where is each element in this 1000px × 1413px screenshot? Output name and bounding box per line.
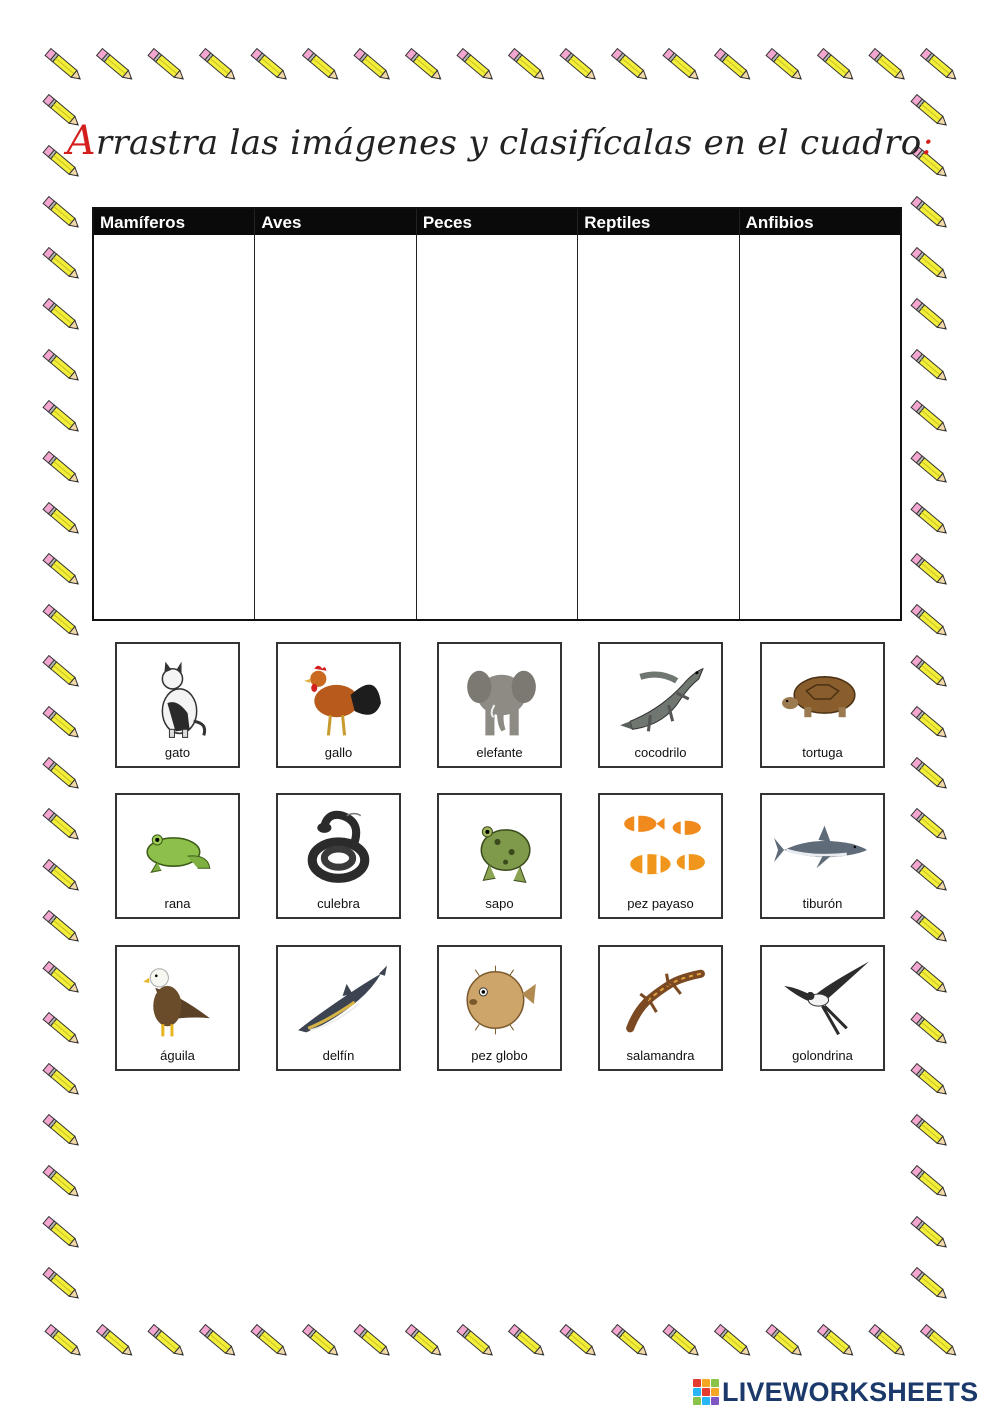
pencil-decoration bbox=[43, 401, 81, 435]
pencil-decoration bbox=[911, 1217, 949, 1251]
pencil-decoration bbox=[43, 1166, 81, 1200]
pencil-decoration bbox=[911, 656, 949, 690]
pencil-decoration bbox=[43, 350, 81, 384]
snake-image bbox=[288, 801, 389, 893]
card-label: gallo bbox=[324, 745, 353, 760]
pencil-decoration bbox=[921, 49, 959, 83]
pencil-decoration bbox=[818, 49, 856, 83]
pencil-decoration bbox=[43, 605, 81, 639]
card-label: delfín bbox=[322, 1048, 355, 1063]
card-aguila[interactable] bbox=[115, 945, 240, 1071]
card-label: culebra bbox=[317, 896, 360, 911]
drop-zone-reptiles[interactable] bbox=[578, 235, 738, 619]
pencil-decoration bbox=[818, 1325, 856, 1359]
pencil-decoration bbox=[200, 49, 238, 83]
pencil-decoration bbox=[251, 49, 289, 83]
column-aves bbox=[255, 209, 416, 619]
pencil-decoration bbox=[45, 49, 83, 83]
pencil-decoration bbox=[43, 452, 81, 486]
pencil-decoration bbox=[200, 1325, 238, 1359]
crocodile-image bbox=[610, 650, 711, 742]
card-sapo[interactable] bbox=[437, 793, 562, 919]
card-cocodrilo[interactable] bbox=[598, 642, 723, 768]
pencil-decoration bbox=[911, 299, 949, 333]
pencil-decoration bbox=[43, 758, 81, 792]
card-gato[interactable] bbox=[115, 642, 240, 768]
pencil-decoration bbox=[911, 605, 949, 639]
pencil-decoration bbox=[715, 49, 753, 83]
pencil-decoration bbox=[560, 49, 598, 83]
pencil-decoration bbox=[911, 452, 949, 486]
pencil-decoration bbox=[43, 554, 81, 588]
pencil-decoration bbox=[911, 911, 949, 945]
title-text: rrastra las imágenes y clasifícalas en el cuadro bbox=[95, 123, 922, 163]
pencil-decoration bbox=[766, 49, 804, 83]
pencil-decoration bbox=[43, 860, 81, 894]
card-label: águila bbox=[160, 1048, 195, 1063]
drop-zone-peces[interactable] bbox=[417, 235, 577, 619]
pencil-decoration bbox=[911, 1064, 949, 1098]
card-label: sapo bbox=[485, 896, 514, 911]
pencil-decoration bbox=[354, 49, 392, 83]
pencil-decoration bbox=[45, 1325, 83, 1359]
pencil-decoration bbox=[406, 1325, 444, 1359]
title-first-letter: A bbox=[66, 118, 96, 164]
pencil-decoration bbox=[43, 656, 81, 690]
pencil-decoration bbox=[457, 1325, 495, 1359]
pencil-decoration bbox=[457, 49, 495, 83]
logo-grid-icon bbox=[693, 1379, 719, 1405]
pencil-decoration bbox=[911, 350, 949, 384]
card-rana[interactable] bbox=[115, 793, 240, 919]
swallow-image bbox=[772, 953, 873, 1045]
pencil-decoration bbox=[97, 49, 135, 83]
cat-image bbox=[127, 650, 228, 742]
card-delfin[interactable] bbox=[276, 945, 401, 1071]
pencil-decoration bbox=[148, 1325, 186, 1359]
pencil-decoration bbox=[43, 707, 81, 741]
card-salamandra[interactable] bbox=[598, 945, 723, 1071]
pencil-decoration bbox=[911, 248, 949, 282]
pencil-decoration bbox=[715, 1325, 753, 1359]
pencil-decoration bbox=[43, 197, 81, 231]
drop-zone-aves[interactable] bbox=[255, 235, 415, 619]
pencil-decoration bbox=[43, 299, 81, 333]
pencil-decoration bbox=[43, 1064, 81, 1098]
pencil-decoration bbox=[354, 1325, 392, 1359]
salamander-image bbox=[610, 953, 711, 1045]
card-pez-globo[interactable] bbox=[437, 945, 562, 1071]
pencil-decoration bbox=[869, 1325, 907, 1359]
dolphin-image bbox=[288, 953, 389, 1045]
pencil-decoration bbox=[43, 1217, 81, 1251]
pencil-decoration bbox=[560, 1325, 598, 1359]
turtle-image bbox=[772, 650, 873, 742]
column-header: Peces bbox=[417, 209, 577, 235]
pencil-decoration bbox=[43, 1115, 81, 1149]
pencil-decoration bbox=[43, 1268, 81, 1302]
pencil-decoration bbox=[509, 1325, 547, 1359]
elephant-image bbox=[449, 650, 550, 742]
column-reptiles bbox=[578, 209, 739, 619]
card-pez-payaso[interactable] bbox=[598, 793, 723, 919]
column-anfibios bbox=[740, 209, 900, 619]
pencil-decoration bbox=[921, 1325, 959, 1359]
pencil-decoration bbox=[509, 49, 547, 83]
pencil-decoration bbox=[911, 1268, 949, 1302]
pencil-decoration bbox=[911, 707, 949, 741]
pencil-decoration bbox=[303, 49, 341, 83]
shark-image bbox=[772, 801, 873, 893]
pencil-decoration bbox=[97, 1325, 135, 1359]
pencil-decoration bbox=[43, 1013, 81, 1047]
pufferfish-image bbox=[449, 953, 550, 1045]
frog-image bbox=[127, 801, 228, 893]
pencil-decoration bbox=[911, 860, 949, 894]
pencil-decoration bbox=[663, 49, 701, 83]
pencil-decoration bbox=[911, 197, 949, 231]
column-header: Reptiles bbox=[578, 209, 738, 235]
card-golondrina[interactable] bbox=[760, 945, 885, 1071]
column-header: Mamíferos bbox=[94, 209, 254, 235]
toad-image bbox=[449, 801, 550, 893]
pencil-decoration bbox=[43, 911, 81, 945]
brand-text: LIVEWORKSHEETS bbox=[722, 1376, 979, 1407]
page-title bbox=[0, 118, 1000, 164]
pencil-decoration bbox=[911, 962, 949, 996]
card-label: golondrina bbox=[792, 1048, 853, 1063]
pencil-decoration bbox=[43, 962, 81, 996]
pencil-decoration bbox=[911, 758, 949, 792]
pencil-decoration bbox=[911, 401, 949, 435]
card-label: rana bbox=[164, 896, 191, 911]
rooster-image bbox=[288, 650, 389, 742]
title-colon: : bbox=[921, 123, 934, 163]
card-gallo[interactable] bbox=[276, 642, 401, 768]
pencil-decoration bbox=[612, 49, 650, 83]
drop-zone-anfibios[interactable] bbox=[740, 235, 900, 619]
pencil-decoration bbox=[43, 809, 81, 843]
pencil-decoration bbox=[869, 49, 907, 83]
column-peces bbox=[417, 209, 578, 619]
pencil-decoration bbox=[406, 49, 444, 83]
pencil-decoration bbox=[612, 1325, 650, 1359]
pencil-decoration bbox=[43, 503, 81, 537]
clownfish-image bbox=[610, 801, 711, 893]
pencil-decoration bbox=[303, 1325, 341, 1359]
card-label: cocodrilo bbox=[634, 745, 687, 760]
card-elefante[interactable] bbox=[437, 642, 562, 768]
pencil-decoration bbox=[766, 1325, 804, 1359]
classification-table bbox=[92, 207, 902, 621]
pencil-decoration bbox=[148, 49, 186, 83]
pencil-decoration bbox=[251, 1325, 289, 1359]
column-header: Aves bbox=[255, 209, 415, 235]
card-label: salamandra bbox=[626, 1048, 695, 1063]
card-label: pez payaso bbox=[627, 896, 694, 911]
pencil-decoration bbox=[911, 1013, 949, 1047]
pencil-decoration bbox=[911, 503, 949, 537]
card-tiburon[interactable] bbox=[760, 793, 885, 919]
column-header: Anfibios bbox=[740, 209, 900, 235]
card-label: elefante bbox=[476, 745, 523, 760]
card-culebra[interactable] bbox=[276, 793, 401, 919]
drop-zone-mamiferos[interactable] bbox=[94, 235, 254, 619]
liveworksheets-logo bbox=[693, 1376, 978, 1408]
pencil-decoration bbox=[43, 248, 81, 282]
pencil-decoration bbox=[911, 1166, 949, 1200]
pencil-decoration bbox=[911, 554, 949, 588]
card-label: gato bbox=[164, 745, 191, 760]
eagle-image bbox=[127, 953, 228, 1045]
card-tortuga[interactable] bbox=[760, 642, 885, 768]
card-label: tortuga bbox=[802, 745, 843, 760]
pencil-decoration bbox=[663, 1325, 701, 1359]
pencil-decoration bbox=[911, 809, 949, 843]
card-label: tiburón bbox=[802, 896, 843, 911]
card-label: pez globo bbox=[471, 1048, 528, 1063]
pencil-decoration bbox=[911, 1115, 949, 1149]
column-mamiferos bbox=[94, 209, 255, 619]
